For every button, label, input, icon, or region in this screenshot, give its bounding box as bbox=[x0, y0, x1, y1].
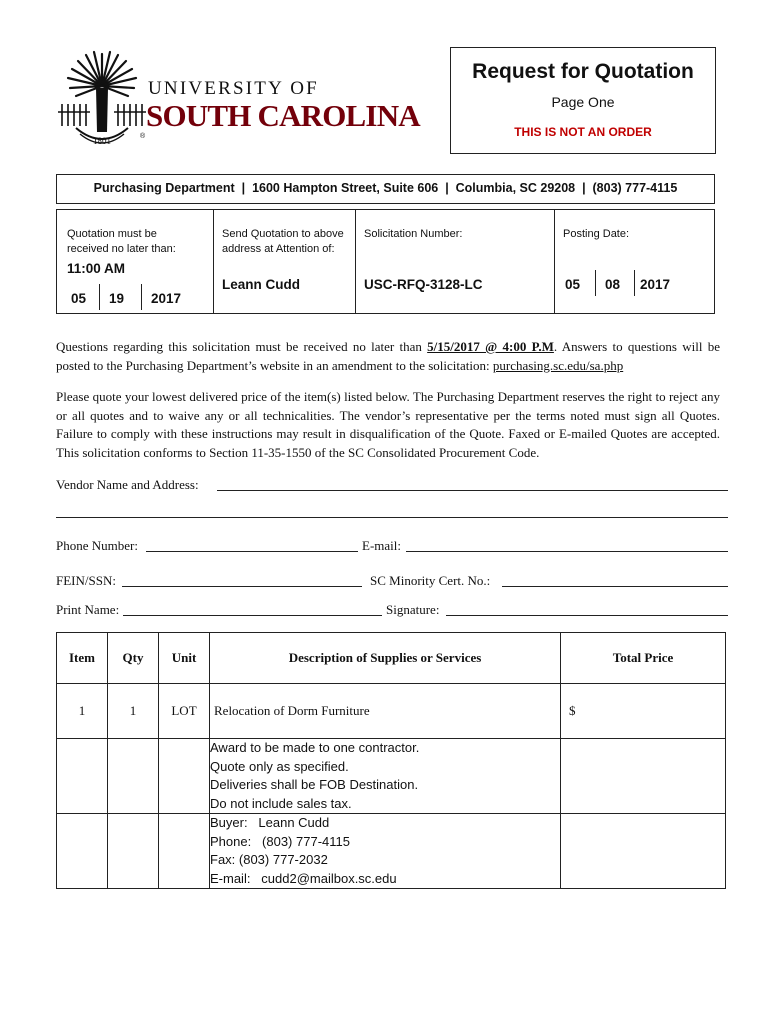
phone-field[interactable] bbox=[146, 551, 358, 552]
purchasing-link[interactable]: purchasing.sc.edu/sa.php bbox=[492, 357, 624, 373]
page-label: Page One bbox=[551, 94, 615, 110]
header-total-price: Total Price bbox=[561, 633, 726, 684]
vendor-name-field[interactable] bbox=[217, 490, 728, 491]
attention-label: Send Quotation to above address at Attention of: bbox=[222, 228, 344, 255]
signature-field[interactable] bbox=[446, 615, 728, 616]
minority-cert-label: SC Minority Cert. No.: bbox=[370, 573, 491, 588]
phone-label: Phone Number: bbox=[56, 538, 138, 553]
header-qty: Qty bbox=[108, 633, 159, 684]
notes-block-1 bbox=[210, 739, 561, 814]
deadline-time: 11:00 AM bbox=[67, 261, 126, 276]
questions-paragraph: Questions regarding this solicitation must be received no later than 5/15/2017 @ 4:00 P.M. Answers to questions will be posted to the Purchasing Department’s website in an amendment to the solicitation: purchasing.sc.edu/sa.php bbox=[56, 339, 720, 373]
questions-deadline: 5/15/2017 @ 4:00 P.M bbox=[427, 339, 554, 354]
solicitation-number: USC-RFQ-3128-LC bbox=[364, 277, 483, 292]
solicitation-label: Solicitation Number: bbox=[364, 228, 463, 240]
deadline-year: 2017 bbox=[151, 291, 182, 306]
header-description: Description of Supplies or Services bbox=[210, 633, 561, 684]
not-order-notice: THIS IS NOT AN ORDER bbox=[514, 125, 652, 139]
email-field[interactable] bbox=[406, 551, 728, 552]
print-name-label: Print Name: bbox=[56, 602, 120, 617]
row-qty: 1 bbox=[108, 684, 159, 739]
vendor-label: Vendor Name and Address: bbox=[56, 477, 199, 492]
header-unit: Unit bbox=[159, 633, 210, 684]
palmetto-logo bbox=[56, 46, 148, 152]
signature-label: Signature: bbox=[386, 602, 440, 617]
university-name-line2: SOUTH CAROLINA bbox=[146, 98, 420, 133]
attention-value: Leann Cudd bbox=[222, 277, 300, 292]
fein-field[interactable] bbox=[122, 586, 362, 587]
instructions-paragraph: Please quote your lowest delivered price of the item(s) listed below. The Purchasing Department reserves the right to reject any or all quotes and to waive any or all technicalities. The vendor’s representative per the terms noted must sign all Quotes. Failure to comply with these instructions may result in disqualification of the Quote. Faxed or E-mailed Quotes are accepted. This solicitation conforms to Section 11-35-1550 of the SC Consolidated Procurement Code. bbox=[56, 389, 720, 460]
email-label: E-mail: bbox=[362, 538, 401, 553]
email-line: E-mail: cudd2@mailbox.sc.edu bbox=[210, 870, 397, 886]
row-description: Relocation of Dorm Furniture bbox=[210, 684, 561, 739]
note-line: Deliveries shall be FOB Destination. bbox=[210, 777, 419, 792]
fein-label: FEIN/SSN: bbox=[56, 573, 116, 588]
registered-mark: ® bbox=[140, 133, 146, 140]
note-line: Quote only as specified. bbox=[210, 758, 349, 774]
deadline-label: Quotation must be received no later than: bbox=[67, 228, 176, 255]
posting-year: 2017 bbox=[640, 277, 671, 292]
posting-day: 08 bbox=[605, 277, 621, 292]
rfq-title-box bbox=[450, 47, 716, 154]
solicitation-info-grid bbox=[56, 209, 715, 314]
notes-block-2 bbox=[210, 814, 561, 889]
note-line: Award to be made to one contractor. bbox=[210, 740, 420, 755]
buyer-line: Buyer: Leann Cudd bbox=[210, 815, 330, 830]
items-table bbox=[56, 632, 726, 889]
row-item: 1 bbox=[57, 684, 108, 739]
university-name-line1: UNIVERSITY OF bbox=[148, 78, 319, 99]
logo-year: 1801 bbox=[93, 136, 111, 146]
table-header-row bbox=[57, 633, 726, 684]
row-price[interactable]: $ bbox=[561, 684, 726, 739]
phone-line: Phone: (803) 777-4115 bbox=[210, 833, 350, 849]
posting-date-label: Posting Date: bbox=[563, 228, 630, 240]
document-title: Request for Quotation bbox=[472, 60, 694, 83]
print-name-field[interactable] bbox=[123, 615, 382, 616]
vendor-address-field[interactable] bbox=[56, 517, 728, 518]
department-bar: Purchasing Department | 1600 Hampton Street, Suite 606 | Columbia, SC 29208 | (803) 777-4115 bbox=[56, 174, 715, 204]
notes-row-1 bbox=[57, 739, 726, 814]
deadline-day: 19 bbox=[109, 291, 125, 306]
posting-month: 05 bbox=[565, 277, 581, 292]
fax-line: Fax: (803) 777-2032 bbox=[210, 852, 328, 867]
note-line: Do not include sales tax. bbox=[210, 795, 352, 811]
deadline-month: 05 bbox=[71, 291, 87, 306]
table-row bbox=[57, 684, 726, 739]
header-item: Item bbox=[57, 633, 108, 684]
notes-row-2 bbox=[57, 814, 726, 889]
minority-cert-field[interactable] bbox=[502, 586, 728, 587]
row-unit: LOT bbox=[159, 684, 210, 739]
